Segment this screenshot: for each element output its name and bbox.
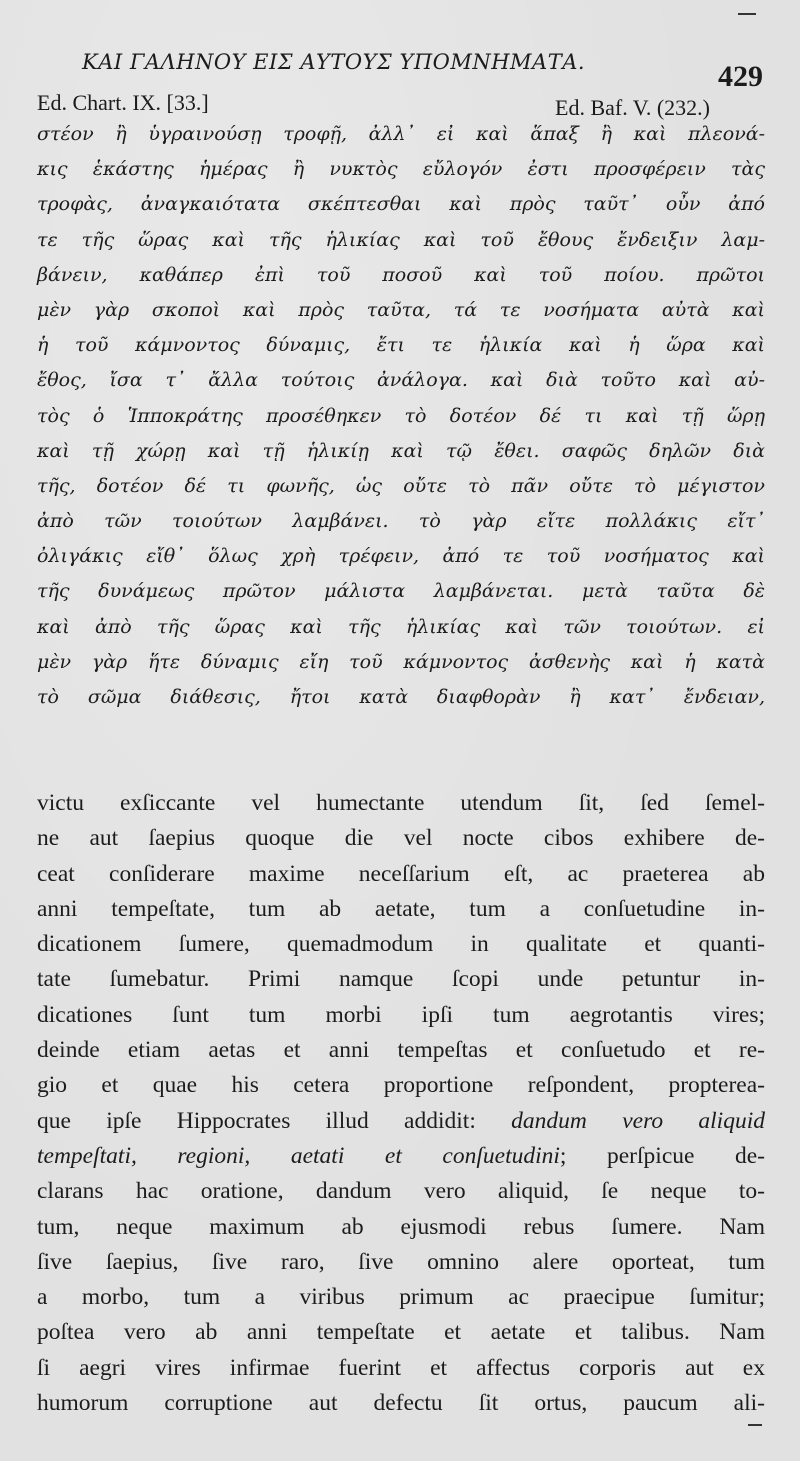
latin-line: ne aut ſaepius quoque die vel nocte cibos exhibere de- — [37, 825, 765, 852]
greek-line: τῆς δυνάμεως πρῶτον μάλιστα λαμβάνεται. μετὰ ταῦτα δὲ — [37, 580, 765, 603]
greek-line: καὶ ἀπὸ τῆς ὥρας καὶ τῆς ἡλικίας καὶ τῶν τοιούτων. εἰ — [37, 615, 765, 638]
latin-line — [37, 1139, 765, 1174]
latin-line: gio et quae his cetera proportione reſpondent, propterea- — [37, 1072, 765, 1099]
latin-line: dicationem ſumere, quemadmodum in qualitate et quanti- — [37, 931, 765, 958]
greek-line: βάνειν, καθάπερ ἐπὶ τοῦ ποσοῦ καὶ τοῦ ποίου. πρῶτοι — [37, 263, 765, 286]
latin-line: ceat conſiderare maxime neceſſarium eſt, ac praeterea ab — [37, 860, 765, 887]
latin-line: victu exſiccante vel humectante utendum ſit, ſed ſemel- — [37, 790, 765, 816]
latin-line — [37, 1104, 765, 1139]
greek-line: καὶ τῇ χώρῃ καὶ τῇ ἡλικίῃ καὶ τῷ ἔθει. σαφῶς δηλῶν διὰ — [37, 439, 765, 462]
latin-line: a morbo, tum a viribus primum ac praecipue ſumitur; — [37, 1284, 765, 1311]
latin-line: poſtea vero ab anni tempeſtate et aetate et talibus. Nam — [37, 1319, 765, 1346]
greek-line: ἡ τοῦ κάμνοντος δύναμις, ἔτι τε ἡλικία καὶ ἡ ὥρα καὶ — [37, 334, 765, 357]
latin-line: dicationes ſunt tum morbi ipſi tum aegrotantis vires; — [37, 1001, 765, 1028]
edition-reference-basel: Ed. Baf. V. (232.) — [555, 95, 711, 120]
running-head: ΚΑΙ ΓΑΛΗΝΟΥ ΕΙΣ ΑΥΤΟΥΣ ΥΠΟΜΝΗΜΑΤΑ. — [82, 50, 586, 74]
greek-line: τε τῆς ὥρας καὶ τῆς ἡλικίας καὶ τοῦ ἔθους ἔνδειξιν λαμ- — [37, 228, 765, 251]
latin-quotation: dandum vero aliquid — [511, 1107, 765, 1134]
latin-line: tum, neque maximum ab ejusmodi rebus ſumere. Nam — [37, 1213, 765, 1240]
latin-line: humorum corruptione aut defectu ſit ortus, paucum ali- — [37, 1390, 765, 1417]
greek-line: τὸς ὁ Ἱπποκράτης προσέθηκεν τὸ δοτέον δέ τι καὶ τῇ ὥρῃ — [37, 404, 765, 427]
latin-line: clarans hac oratione, dandum vero aliquid, ſe neque to- — [37, 1178, 765, 1205]
greek-line: κις ἑκάστης ἡμέρας ἢ νυκτὸς εὔλογόν ἐστι προσφέρειν τὰς — [37, 158, 765, 181]
latin-line: ſi aegri vires infirmae fuerint et affectus corporis aut ex — [37, 1354, 765, 1381]
greek-line: τῆς, δοτέον δέ τι φωνῆς, ὡς οὔτε τὸ πᾶν οὔτε τὸ μέγιστον — [37, 474, 765, 497]
latin-quotation: tempeſtati, regioni, aetati et conſuetudini — [37, 1142, 560, 1169]
greek-line: μὲν γὰρ ἥτε δύναμις εἴη τοῦ κάμνοντος ἀσθενὴς καὶ ἡ κατὰ — [37, 650, 765, 673]
latin-line-text: que ipſe Hippocrates illud addidit: — [37, 1107, 512, 1134]
corner-mark — [738, 13, 756, 15]
greek-line: μὲν γὰρ σκοποὶ καὶ πρὸς ταῦτα, τά τε νοσήματα αὐτὰ καὶ — [37, 298, 765, 321]
greek-line: ὀλιγάκις εἴθ᾽ ὅλως χρὴ τρέφειν, ἀπό τε τοῦ νοσήματος καὶ — [37, 545, 765, 568]
page-number: 429 — [718, 60, 763, 93]
latin-line: tate ſumebatur. Primi namque ſcopi unde petuntur in- — [37, 966, 765, 993]
greek-line: ἔθος, ἴσα τ᾽ ἄλλα τούτοις ἀνάλογα. καὶ διὰ τοῦτο καὶ αὐ- — [37, 369, 765, 392]
latin-line: anni tempeſtate, tum ab aetate, tum a conſuetudine in- — [37, 895, 765, 922]
trailing-mark — [748, 1424, 762, 1426]
latin-line-text: ; perſpicue de- — [559, 1142, 765, 1169]
greek-line: ἀπὸ τῶν τοιούτων λαμβάνει. τὸ γὰρ εἴτε πολλάκις εἴτ᾽ — [37, 510, 765, 533]
edition-reference-chartier: Ed. Chart. IX. [33.] — [37, 90, 209, 115]
latin-line: ſive ſaepius, ſive raro, ſive omnino alere oporteat, tum — [37, 1248, 765, 1275]
greek-line: τὸ σῶμα διάθεσις, ἤτοι κατὰ διαφθορὰν ἢ κατ᾽ ἔνδειαν, — [37, 686, 765, 708]
greek-text-block — [37, 117, 765, 715]
greek-line: τροφὰς, ἀναγκαιότατα σκέπτεσθαι καὶ πρὸς ταῦτ᾽ οὖν ἀπό — [37, 193, 765, 216]
latin-text-block — [37, 786, 765, 1421]
greek-line: στέον ἢ ὑγραινούσῃ τροφῇ, ἀλλ᾽ εἰ καὶ ἅπαξ ἢ καὶ πλεονά- — [37, 123, 765, 145]
latin-line: deinde etiam aetas et anni tempeſtas et conſuetudo et re- — [37, 1037, 765, 1064]
